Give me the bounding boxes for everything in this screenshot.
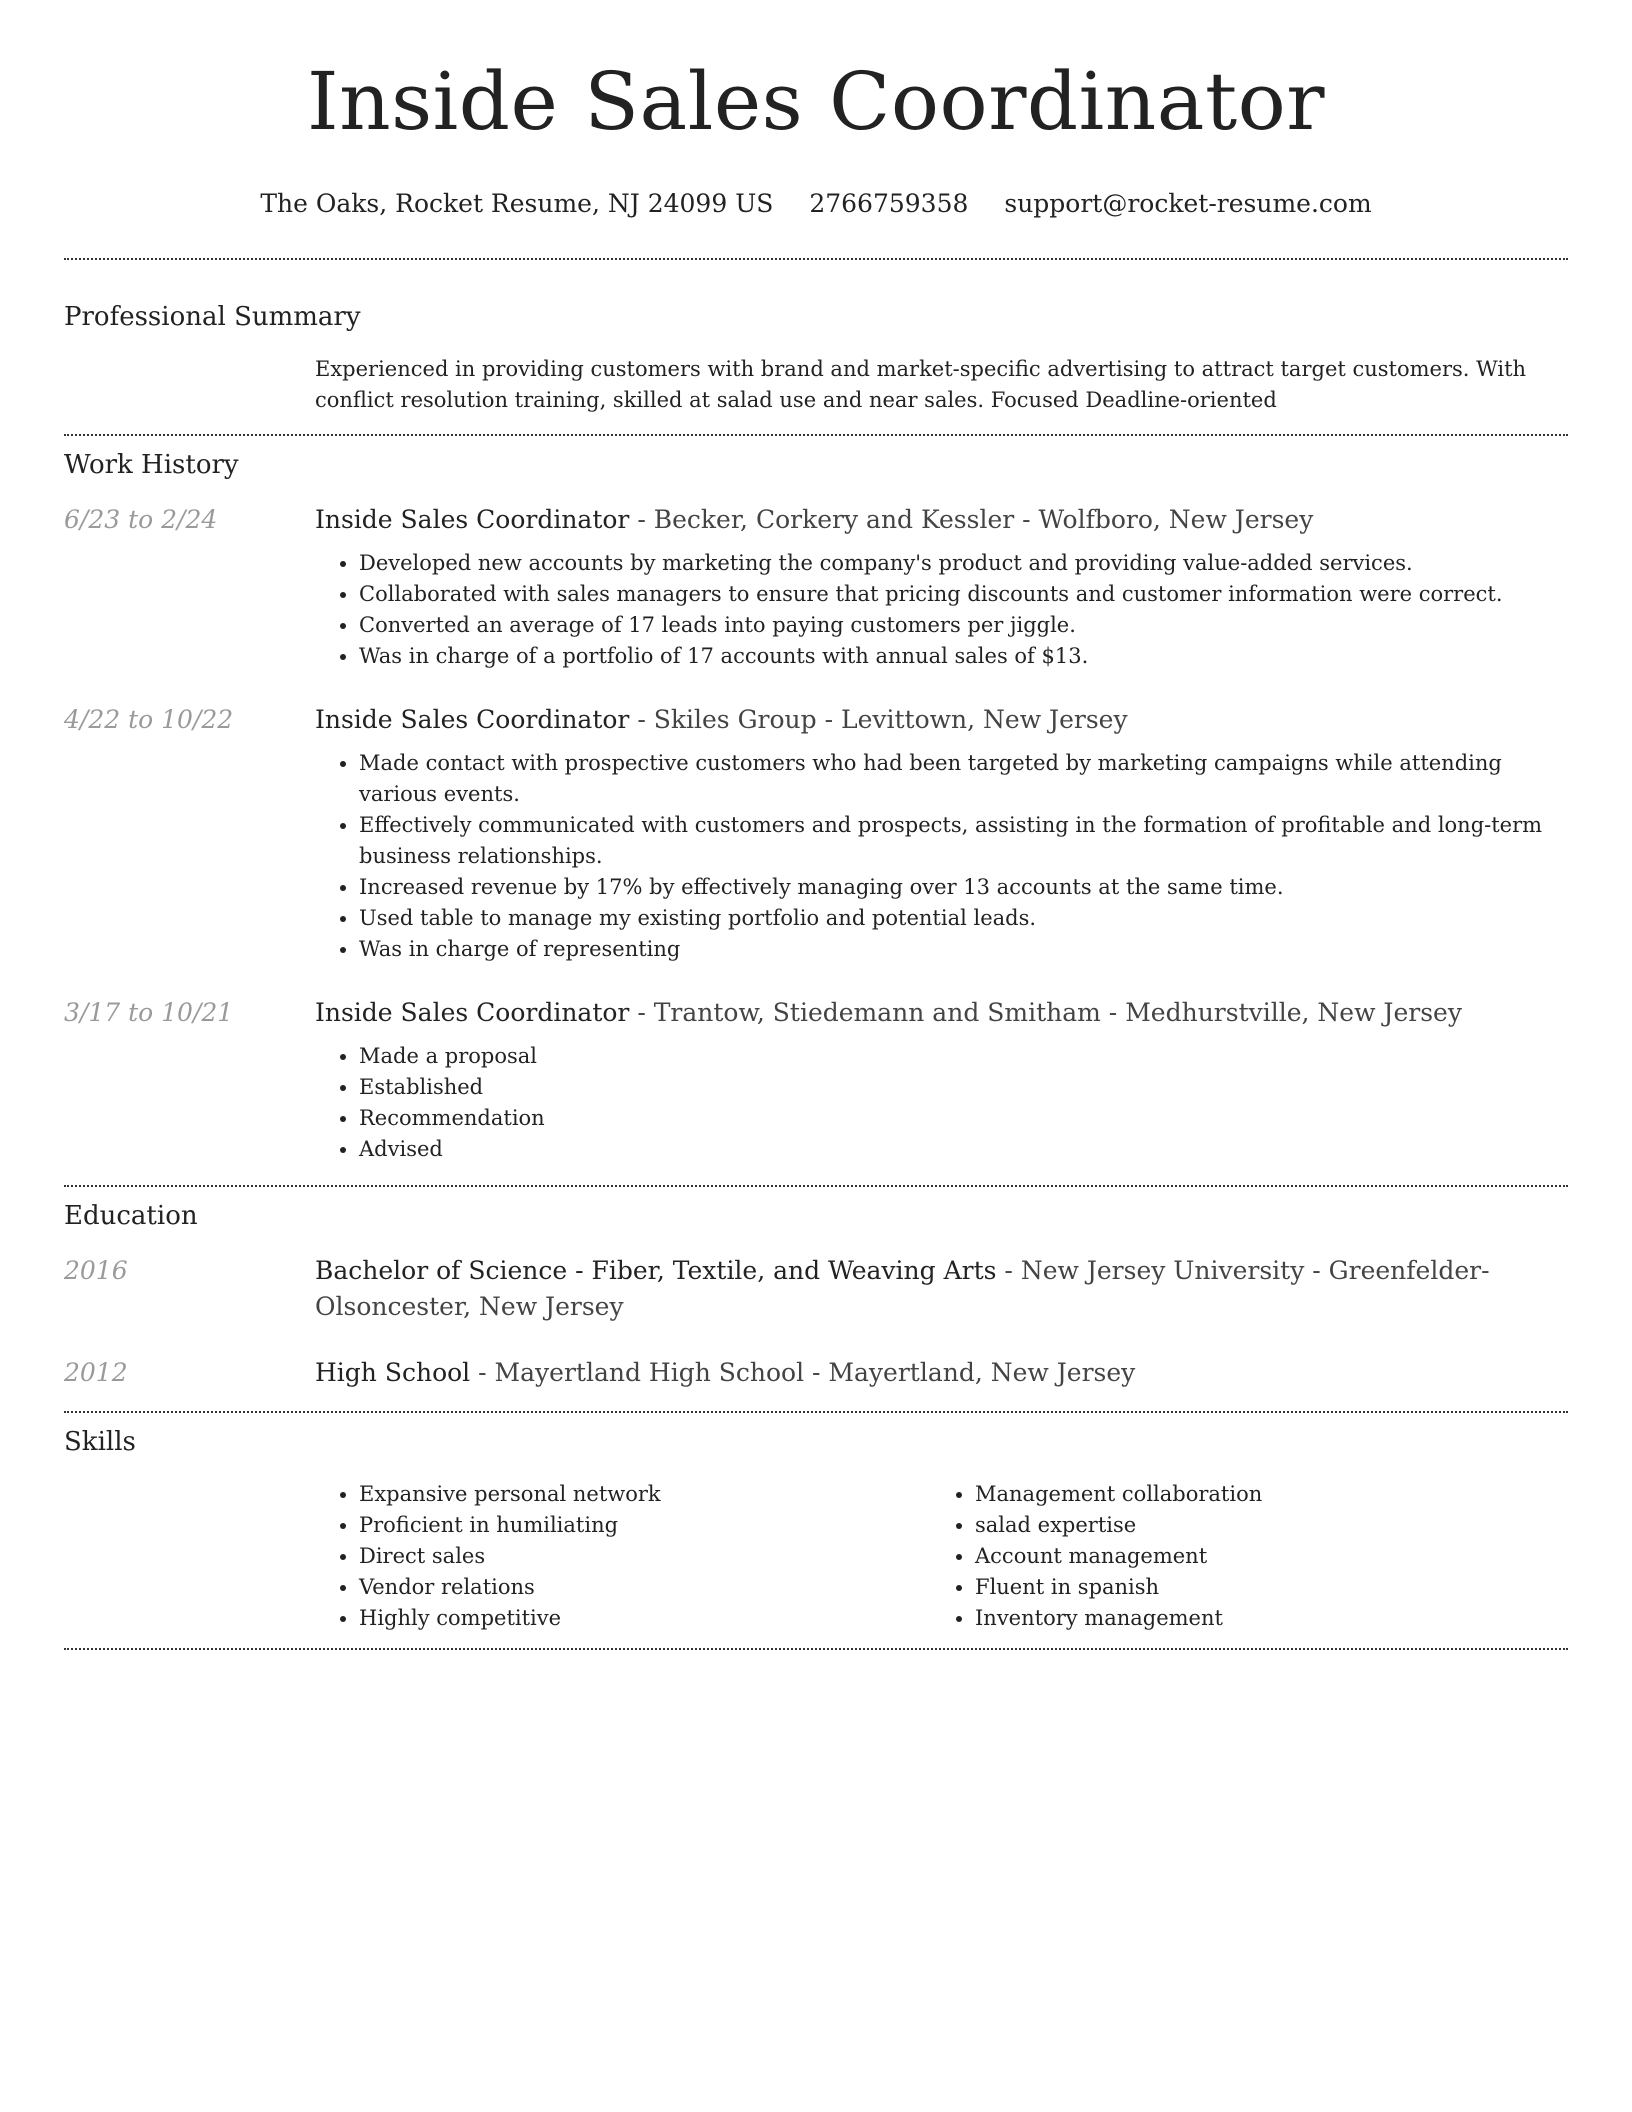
job-dates: 3/17 to 10/21 (64, 998, 234, 1027)
job-details: - Trantow, Stiedemann and Smitham - Medhurstville, New Jersey (629, 998, 1462, 1027)
education-body (315, 1355, 1568, 1391)
education-heading: Education (64, 1201, 198, 1231)
skills-column (931, 1479, 1547, 1634)
section-divider (64, 1648, 1568, 1650)
education-degree: High School (315, 1358, 471, 1387)
job-body (315, 702, 1568, 965)
job-bullet: • Collaborated with sales managers to ensure that pricing discounts and customer information were correct. (359, 579, 1568, 610)
job-details: - Skiles Group - Levittown, New Jersey (629, 705, 1128, 734)
job-details: - Becker, Corkery and Kessler - Wolfboro, New Jersey (629, 505, 1314, 534)
job-heading (315, 702, 1568, 738)
skills-left-spacer (64, 1479, 315, 1634)
summary-left-spacer (64, 354, 315, 416)
job-entry (64, 702, 1568, 965)
education-degree: Bachelor of Science - Fiber, Textile, and Weaving Arts (315, 1256, 997, 1285)
job-body (315, 502, 1568, 672)
job-heading (315, 995, 1568, 1031)
skill-item: • Management collaboration (975, 1479, 1547, 1510)
job-bullet: • Made contact with prospective customers who had been targeted by marketing campaigns while attending various events. (359, 748, 1568, 810)
skill-item: • Highly competitive (359, 1603, 931, 1634)
summary-row (64, 354, 1568, 416)
summary-heading: Professional Summary (64, 302, 361, 332)
job-heading (315, 502, 1568, 538)
skill-item: • Proficient in humiliating (359, 1510, 931, 1541)
contact-email: support@rocket-resume.com (1004, 189, 1372, 218)
contact-address: The Oaks, Rocket Resume, NJ 24099 US (260, 189, 774, 218)
job-bullet: • Effectively communicated with customers and prospects, assisting in the formation of profitable and long-term business relationships. (359, 810, 1568, 872)
section-divider (64, 434, 1568, 436)
skill-item: • Inventory management (975, 1603, 1547, 1634)
job-entry (64, 995, 1568, 1165)
job-bullet: • Used table to manage my existing portfolio and potential leads. (359, 903, 1568, 934)
skill-item: • Account management (975, 1541, 1547, 1572)
education-entry (64, 1253, 1568, 1325)
education-year: 2016 (64, 1256, 128, 1285)
section-divider (64, 258, 1568, 260)
job-bullets (315, 748, 1568, 965)
work-heading: Work History (64, 450, 239, 480)
job-bullet: • Converted an average of 17 leads into paying customers per jiggle. (359, 610, 1568, 641)
job-bullet: • Developed new accounts by marketing the company's product and providing value-added services. (359, 548, 1568, 579)
job-dates: 6/23 to 2/24 (64, 505, 218, 534)
skill-item: • Vendor relations (359, 1572, 931, 1603)
skills-heading: Skills (64, 1427, 136, 1457)
skills-row (64, 1479, 1568, 1634)
education-entry (64, 1355, 1568, 1391)
job-bullet: • Recommendation (359, 1103, 1568, 1134)
contact-phone: 2766759358 (809, 189, 969, 218)
skill-item: • salad expertise (975, 1510, 1547, 1541)
resume-name: Inside Sales Coordinator (306, 55, 1325, 148)
skill-item: • Fluent in spanish (975, 1572, 1547, 1603)
skill-item: • Expansive personal network (359, 1479, 931, 1510)
education-year: 2012 (64, 1358, 128, 1387)
education-details: - New Jersey University - Greenfelder-Olsoncester, New Jersey (315, 1256, 1490, 1321)
skill-item: • Direct sales (359, 1541, 931, 1572)
education-details: - Mayertland High School - Mayertland, New Jersey (470, 1358, 1136, 1387)
section-divider (64, 1411, 1568, 1413)
skills-columns (315, 1479, 1568, 1634)
job-bullets (315, 548, 1568, 672)
job-bullet: • Was in charge of representing (359, 934, 1568, 965)
skills-column (315, 1479, 931, 1634)
job-role: Inside Sales Coordinator (315, 705, 630, 734)
job-role: Inside Sales Coordinator (315, 998, 630, 1027)
education-body (315, 1253, 1568, 1325)
job-bullet: • Advised (359, 1134, 1568, 1165)
contact-line (64, 188, 1568, 220)
job-bullet: • Established (359, 1072, 1568, 1103)
section-divider (64, 1185, 1568, 1187)
job-bullet: • Increased revenue by 17% by effectively managing over 13 accounts at the same time. (359, 872, 1568, 903)
summary-text: Experienced in providing customers with brand and market-specific advertising to attract target customers. With conflict resolution training, skilled at salad use and near sales. Focused Deadline-oriented (315, 357, 1527, 412)
job-body (315, 995, 1568, 1165)
job-dates: 4/22 to 10/22 (64, 705, 234, 734)
job-role: Inside Sales Coordinator (315, 505, 630, 534)
job-bullet: • Was in charge of a portfolio of 17 accounts with annual sales of $13. (359, 641, 1568, 672)
job-bullets (315, 1041, 1568, 1165)
job-entry (64, 502, 1568, 672)
job-bullet: • Made a proposal (359, 1041, 1568, 1072)
